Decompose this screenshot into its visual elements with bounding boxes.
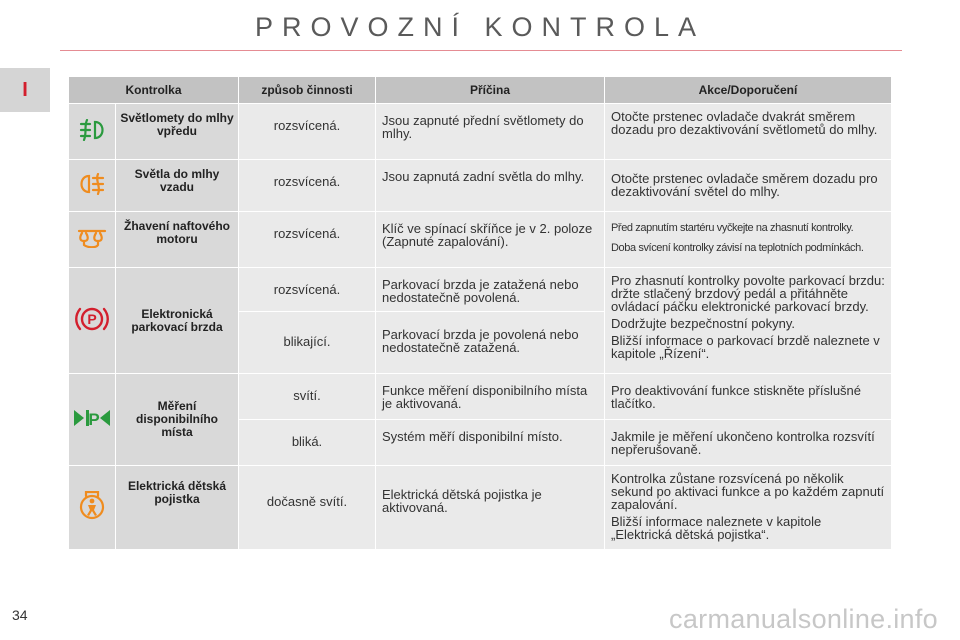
- mode-text: rozsvícená.: [239, 104, 376, 160]
- parking-space-sensor-icon: [73, 408, 111, 428]
- action-cell: [605, 268, 892, 374]
- table-row: [69, 212, 892, 268]
- table-row: [69, 374, 892, 420]
- watermark: carmanualsonline.info: [669, 604, 938, 634]
- column-header-mode: způsob činnosti: [239, 77, 376, 104]
- svg-text:P: P: [87, 311, 97, 327]
- cause-text: Systém měří disponibilní místo.: [376, 420, 605, 466]
- action-text: Před zapnutím startéru vyčkejte na zhasnutí kontrolky.: [611, 222, 854, 234]
- indicator-table: [68, 76, 892, 550]
- action-text: Doba svícení kontrolky závisí na teplotních podmínkách.: [611, 242, 864, 254]
- action-cell: [605, 466, 892, 550]
- action-text: Bližší informace o parkovací brzdě naleznete v kapitole „Řízení“.: [611, 333, 880, 361]
- indicator-name: Elektronická parkovací brzda: [116, 268, 239, 374]
- indicator-name: Žhavení naftového motoru: [116, 212, 239, 268]
- action-cell: [605, 374, 892, 420]
- glow-plug-icon: [77, 228, 107, 248]
- indicator-name: Měření disponibilního místa: [116, 374, 239, 466]
- child-lock-icon: [78, 491, 106, 521]
- action-text: Pro zhasnutí kontrolky povolte parkovací brzdu: držte stlačený brzdový pedál a přitáhněte ovládací páčku elektronické parkovací brzdy.: [611, 273, 885, 314]
- indicator-name: Světlomety do mlhy vpředu: [116, 104, 239, 160]
- mode-text: rozsvícená.: [239, 160, 376, 212]
- table-row: [69, 466, 892, 550]
- indicator-name: Světla do mlhy vzadu: [116, 160, 239, 212]
- mode-text: dočasně svítí.: [239, 466, 376, 550]
- mode-text: rozsvícená.: [239, 268, 376, 312]
- action-cell: [605, 420, 892, 466]
- cause-text: Klíč ve spínací skříňce je v 2. poloze (Zapnuté zapalování).: [376, 212, 605, 268]
- icon-cell: [69, 212, 116, 268]
- table-row: [69, 160, 892, 212]
- chapter-tab[interactable]: I: [0, 68, 50, 112]
- icon-cell: [69, 104, 116, 160]
- action-cell: [605, 160, 892, 212]
- mode-text: blikající.: [239, 312, 376, 374]
- action-text: Otočte prstenec ovladače dvakrát směrem dozadu pro dezaktivování světlometů do mlhy.: [611, 109, 878, 137]
- cause-text: Elektrická dětská pojistka je aktivovaná.: [376, 466, 605, 550]
- front-fog-light-icon: [78, 119, 106, 141]
- cause-text: Jsou zapnuté přední světlomety do mlhy.: [376, 104, 605, 160]
- column-header-cause: Příčina: [376, 77, 605, 104]
- cause-text: Funkce měření disponibilního místa je aktivovaná.: [376, 374, 605, 420]
- action-text: Otočte prstenec ovladače směrem dozadu pro dezaktivování světel do mlhy.: [611, 171, 878, 199]
- parking-brake-icon: [74, 304, 110, 334]
- action-text: Pro deaktivování funkce stiskněte příslušné tlačítko.: [611, 383, 862, 411]
- action-text: Kontrolka zůstane rozsvícená po několik sekund po aktivaci funkce a po každém zapnutí zapalování.: [611, 471, 885, 512]
- icon-cell: [69, 160, 116, 212]
- svg-text:P: P: [88, 410, 100, 428]
- cause-text: Parkovací brzda je povolená nebo nedostatečně zatažená.: [376, 312, 605, 374]
- table-row: [69, 268, 892, 312]
- column-header-indicator: Kontrolka: [69, 77, 239, 104]
- icon-cell: [69, 268, 116, 374]
- action-text: Bližší informace naleznete v kapitole „Elektrická dětská pojistka“.: [611, 514, 822, 542]
- mode-text: bliká.: [239, 420, 376, 466]
- action-text: Dodržujte bezpečnostní pokyny.: [611, 316, 796, 331]
- mode-text: svítí.: [239, 374, 376, 420]
- action-cell: [605, 104, 892, 160]
- action-cell: [605, 212, 892, 268]
- indicator-name: Elektrická dětská pojistka: [116, 466, 239, 550]
- page-title: PROVOZNÍ KONTROLA: [254, 12, 706, 42]
- table-row: [69, 104, 892, 160]
- rear-fog-light-icon: [78, 173, 106, 195]
- column-header-action: Akce/Doporučení: [605, 77, 892, 104]
- icon-cell: [69, 374, 116, 466]
- action-text: Jakmile je měření ukončeno kontrolka rozsvítí nepřerušovaně.: [611, 429, 875, 457]
- cause-text: Parkovací brzda je zatažená nebo nedostatečně povolená.: [376, 268, 605, 312]
- icon-cell: [69, 466, 116, 550]
- table-header-row: [69, 77, 892, 104]
- title-divider: [60, 50, 902, 51]
- mode-text: rozsvícená.: [239, 212, 376, 268]
- page-number: 34: [12, 607, 28, 623]
- cause-text: Jsou zapnutá zadní světla do mlhy.: [376, 160, 605, 212]
